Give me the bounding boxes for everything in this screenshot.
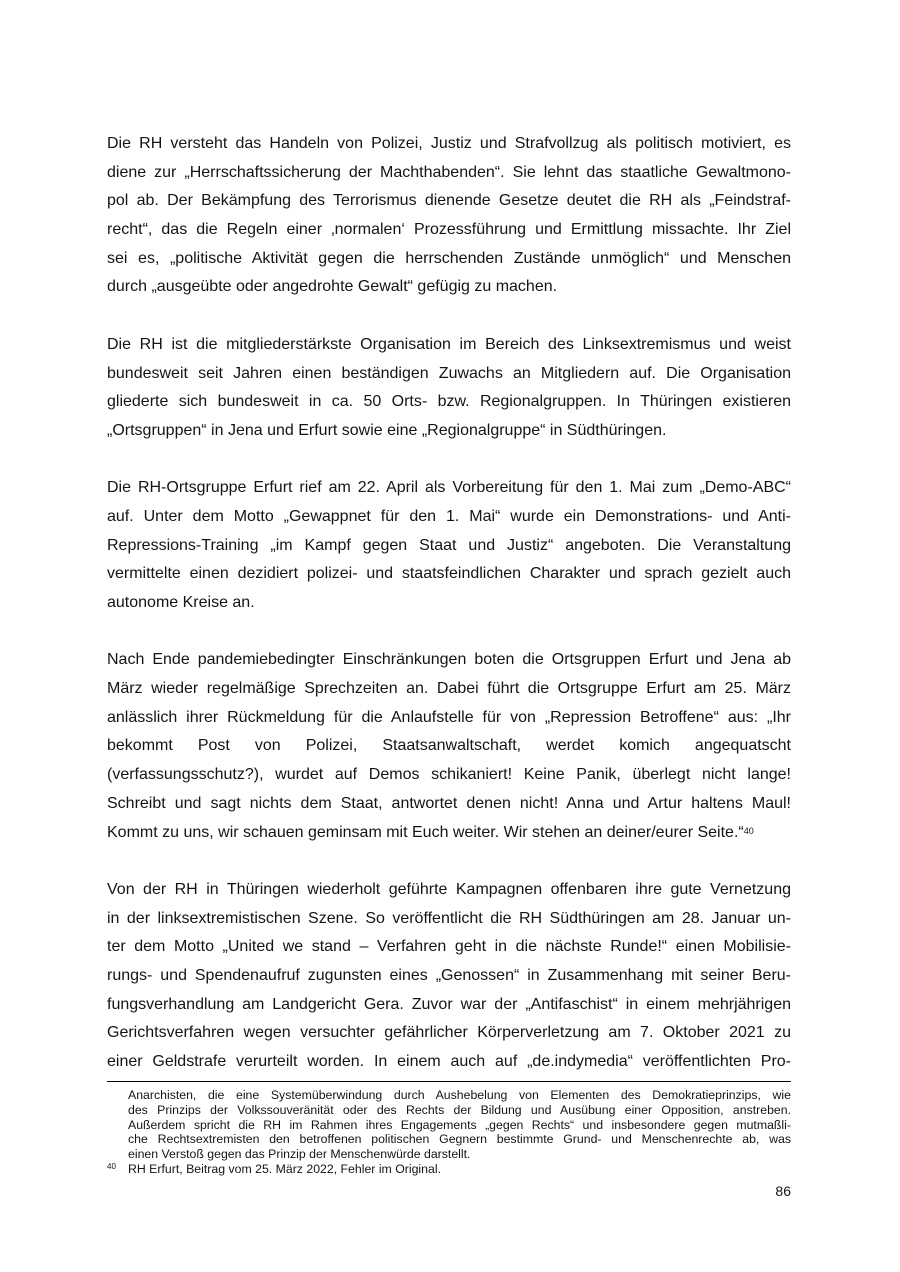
text-line: einer Geldstrafe verurteilt worden. In einem auch auf „de.indymedia“ veröffentlichten Pro-	[107, 1053, 791, 1070]
text-line	[107, 819, 791, 848]
text-line: fungsverhandlung am Landgericht Gera. Zuvor war der „Antifaschist“ in einem mehrjährigen	[107, 995, 791, 1013]
text-line: Die RH ist die mitgliederstärkste Organisation im Bereich des Linksextremismus und weist	[107, 335, 791, 353]
footnote-line: des Prinzips der Volkssouveränität oder des Rechts der Bildung und Ausübung einer Opposition, anstreben.	[128, 1102, 791, 1117]
text-line: auf. Unter dem Motto „Gewappnet für den 1. Mai“ wurde ein Demonstrations- und Anti-	[107, 507, 791, 525]
paragraph-3	[107, 474, 791, 617]
footnote-divider	[107, 1081, 791, 1082]
footnote-40	[107, 1162, 791, 1177]
text-line: Die RH-Ortsgruppe Erfurt rief am 22. April als Vorbereitung für den 1. Mai zum „Demo-ABC“	[107, 479, 791, 497]
text-line-content: Kommt zu uns, wir schauen geminsam mit Euch weiter. Wir stehen an deiner/eurer Seite.“	[107, 823, 744, 841]
paragraph-1	[107, 130, 791, 302]
paragraph-4	[107, 646, 791, 847]
text-line: rungs- und Spendenaufruf zugunsten eines „Genossen“ in Zusammenhang mit seiner Beru-	[107, 966, 791, 984]
text-line: Nach Ende pandemiebedingter Einschränkungen boten die Ortsgruppen Erfurt und Jena ab	[107, 651, 791, 669]
footnote-continued	[107, 1088, 791, 1162]
text-line: bekommt Post von Polizei, Staatsanwaltschaft, werdet komich angequatscht	[107, 737, 791, 755]
text-line: bundesweit seit Jahren einen beständigen Zuwachs an Mitgliedern auf. Die Organisation	[107, 364, 791, 382]
text-line: Gerichtsverfahren wegen versuchter gefährlicher Körperverletzung am 7. Oktober 2021 zu	[107, 1024, 791, 1042]
footnote-line: Anarchisten, die eine Systemüberwindung durch Aushebelung von Elementen des Demokratieprinzips, wie	[128, 1088, 791, 1102]
footnote-mark: 40	[107, 1161, 116, 1171]
text-line: durch „ausgeübte oder angedrohte Gewalt“ gefügig zu machen.	[107, 278, 558, 296]
text-line: Schreibt und sagt nichts dem Staat, antwortet denen nicht! Anna und Artur haltens Maul!	[107, 794, 791, 812]
page-number: 86	[775, 1183, 791, 1199]
footnote-line: Außerdem spricht die RH im Rahmen ihres Engagements „gegen Rechts“ und insbesondere gegen mutmaßli-	[128, 1117, 791, 1132]
text-line: (verfassungsschutz?), wurdet auf Demos schikaniert! Keine Panik, überlegt nicht lange!	[107, 766, 791, 784]
footnote-line: einen Verstoß gegen das Prinzip der Menschenwürde darstellt.	[128, 1147, 471, 1162]
footnote-line: che Rechtsextremisten den betroffenen politischen Gegnern bestimmte Grund- und Menschenrechte ab, was	[128, 1132, 791, 1147]
text-line: in der linksextremistischen Szene. So veröffentlicht die RH Südthüringen am 28. Januar un-	[107, 909, 791, 927]
text-line: pol ab. Der Bekämpfung des Terrorismus dienende Gesetze deutet die RH als „Feindstraf-	[107, 192, 791, 210]
text-line: März wieder regelmäßige Sprechzeiten an. Dabei führt die Ortsgruppe Erfurt am 25. März	[107, 680, 791, 698]
text-line: Die RH versteht das Handeln von Polizei, Justiz und Strafvollzug als politisch motiviert, es	[107, 135, 791, 152]
paragraph-2	[107, 331, 791, 446]
footnotes	[107, 1088, 791, 1177]
text-line: „Ortsgruppen“ in Jena und Erfurt sowie eine „Regionalgruppe“ in Südthüringen.	[107, 421, 667, 439]
footnote-reference[interactable]: 40	[743, 825, 754, 836]
text-line: vermittelte einen dezidiert polizei- und staatsfeindlichen Charakter und sprach gezielt auch	[107, 565, 791, 583]
text-line: Repressions-Training „im Kampf gegen Staat und Justiz“ angeboten. Die Veranstaltung	[107, 536, 791, 554]
text-line: gliederte sich bundesweit in ca. 50 Orts- bzw. Regionalgruppen. In Thüringen existieren	[107, 393, 791, 411]
body-text	[107, 130, 791, 1105]
footnote-line: RH Erfurt, Beitrag vom 25. März 2022, Fehler im Original.	[128, 1161, 441, 1176]
text-line: autonome Kreise an.	[107, 594, 255, 611]
paragraph-5	[107, 876, 791, 1077]
text-line: Von der RH in Thüringen wiederholt geführte Kampagnen offenbaren ihre gute Vernetzung	[107, 880, 791, 898]
text-line: diene zur „Herrschaftssicherung der Machthabenden“. Sie lehnt das staatliche Gewaltmono-	[107, 163, 791, 181]
text-line: sei es, „politische Aktivität gegen die herrschenden Zustände unmöglich“ und Menschen	[107, 249, 791, 267]
text-line: ter dem Motto „United we stand – Verfahren geht in die nächste Runde!“ einen Mobilisie-	[107, 938, 791, 956]
text-line: anlässlich ihrer Rückmeldung für die Anlaufstelle für von „Repression Betroffene“ aus: „Ihr	[107, 708, 791, 726]
text-line: recht“, das die Regeln einer ‚normalen‘ Prozessführung und Ermittlung missachte. Ihr Ziel	[107, 221, 791, 239]
